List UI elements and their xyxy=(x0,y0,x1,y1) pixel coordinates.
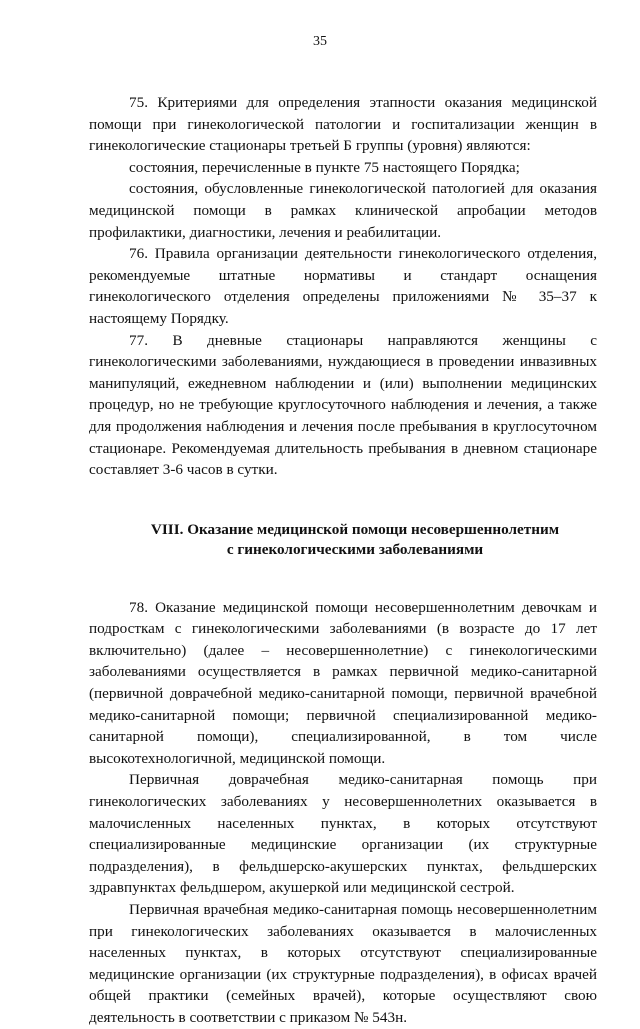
section-heading xyxy=(113,520,597,560)
section-heading-line-2: с гинекологическими заболеваниями xyxy=(226,540,484,558)
paragraph-75-item-1: состояния, перечисленные в пункте 75 настоящего Порядка; xyxy=(129,158,520,176)
paragraph-75-item-2: состояния, обусловленные гинекологической патологией для оказания медицинской помощи в рамках клинической апробации методов профилактики, диагностики, лечения и реабилитации. xyxy=(89,180,597,241)
paragraph-76: 76. Правила организации деятельности гинекологического отделения, рекомендуемые штатные нормативы и стандарт оснащения гинекологического отделения определены приложениями № 35–37 к настоящему Порядку. xyxy=(89,245,597,327)
paragraph-75: 75. Критериями для определения этапности оказания медицинской помощи при гинекологической патологии и госпитализации женщин в гинекологические стационары третьей Б группы (уровня) являются: xyxy=(89,94,597,155)
paragraph-primary-medical-care: Первичная врачебная медико-санитарная помощь несовершеннолетним при гинекологических заболеваниях оказывается в малочисленных населенных пунктах, в которых отсутствуют специализированные медицинские организации (их структурные подразделения), в офисах врачей общей практики (семейных врачей), которые осуществляют свою деятельность в соответствии с приказом № 543н. xyxy=(89,901,597,1026)
document-body xyxy=(89,92,597,1029)
page-number: 35 xyxy=(313,34,327,49)
section-heading-line-1: VIII. Оказание медицинской помощи несовершеннолетним xyxy=(150,520,560,538)
paragraph-78: 78. Оказание медицинской помощи несовершеннолетним девочкам и подросткам с гинекологическими заболеваниями (в возрасте до 17 лет включительно) (далее – несовершеннолетние) с гинекологическими заболеваниями осуществляется в рамках первичной медико-санитарной (первичной доврачебной медико-санитарной помощи, первичной врачебной медико-санитарной помощи; первичной специализированной медико-санитарной помощи), специализированной, в том числе высокотехнологичной, медицинской помощи. xyxy=(89,598,597,767)
paragraph-primary-pre-medical-care: Первичная доврачебная медико-санитарная помощь при гинекологических заболеваниях у несовершеннолетних оказывается в малочисленных населенных пунктах, в которых отсутствуют специализированные медицинские организации (их структурные подразделения), в фельдшерско-акушерских пунктах, фельдшерских здравпунктах фельдшером, акушеркой или медицинской сестрой. xyxy=(89,771,597,897)
paragraph-77: 77. В дневные стационары направляются женщины с гинекологическими заболеваниями, нуждающиеся в проведении инвазивных манипуляций, ежедневном наблюдении и (или) выполнении медицинских процедур, но не требующие круглосуточного наблюдения и лечения, а также для продолжения наблюдения и лечения после пребывания в круглосуточном стационаре. Рекомендуемая длительность пребывания в дневном стационаре составляет 3-6 часов в сутки. xyxy=(89,331,597,479)
